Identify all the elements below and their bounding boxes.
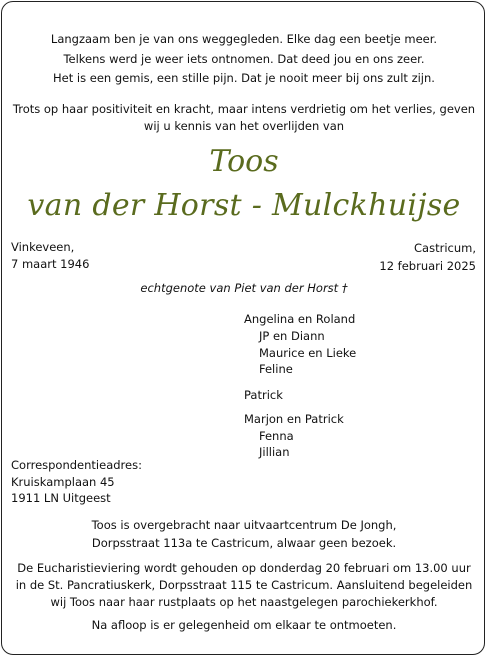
notice2-line-1: De Eucharistieviering wordt gehouden op donderdag 20 februari om 13.00 uur <box>17 561 471 575</box>
family-member: Marjon en Patrick <box>244 412 344 426</box>
full-name: van der Horst - Mulckhuijse <box>27 188 461 223</box>
notice-border <box>1 1 485 655</box>
spouse-line: echtgenote van Piet van der Horst † <box>140 281 348 295</box>
family-child: JP en Diann <box>259 329 325 343</box>
death-date: 12 februari 2025 <box>379 259 476 273</box>
notice1-line-1: Toos is overgebracht naar uitvaartcentrum De Jongh, <box>91 518 397 532</box>
family-member: Patrick <box>244 388 283 402</box>
notice2-line-2: in de St. Pancratiuskerk, Dorpsstraat 115 te Castricum. Aansluitend begeleiden <box>15 578 473 592</box>
family-member: Angelina en Roland <box>244 312 356 326</box>
family-child: Feline <box>259 362 293 376</box>
poem-line-3: Het is een gemis, een stille pijn. Dat je nooit meer bij ons zult zijn. <box>53 71 435 85</box>
poem-line-2: Telkens werd je weer iets ontnomen. Dat deed jou en ons zeer. <box>63 52 425 66</box>
closing-line: Na afloop is er gelegenheid om elkaar te ontmoeten. <box>91 618 397 632</box>
notice1-line-2: Dorpsstraat 113a te Castricum, alwaar geen bezoek. <box>91 536 397 550</box>
notice2-line-3: wij Toos naar haar rustplaats op het naastgelegen parochiekerkhof. <box>50 595 438 609</box>
correspondence-street: Kruiskamplaan 45 <box>11 475 115 489</box>
intro-line-2: wij u kennis van het overlijden van <box>143 119 345 133</box>
death-place: Castricum, <box>414 241 476 255</box>
correspondence-label: Correspondentieadres: <box>11 458 142 472</box>
family-child: Maurice en Lieke <box>259 346 357 360</box>
family-child: Jillian <box>259 445 290 459</box>
first-name: Toos <box>209 144 279 179</box>
correspondence-city: 1911 LN Uitgeest <box>11 491 111 505</box>
family-child: Fenna <box>259 429 294 443</box>
intro-line-1: Trots op haar positiviteit en kracht, maar intens verdrietig om het verlies, geven <box>12 102 476 116</box>
poem-line-1: Langzaam ben je van ons weggegleden. Elke dag een beetje meer. <box>50 32 438 46</box>
birth-date: 7 maart 1946 <box>11 257 90 271</box>
birth-place: Vinkeveen, <box>11 240 75 254</box>
